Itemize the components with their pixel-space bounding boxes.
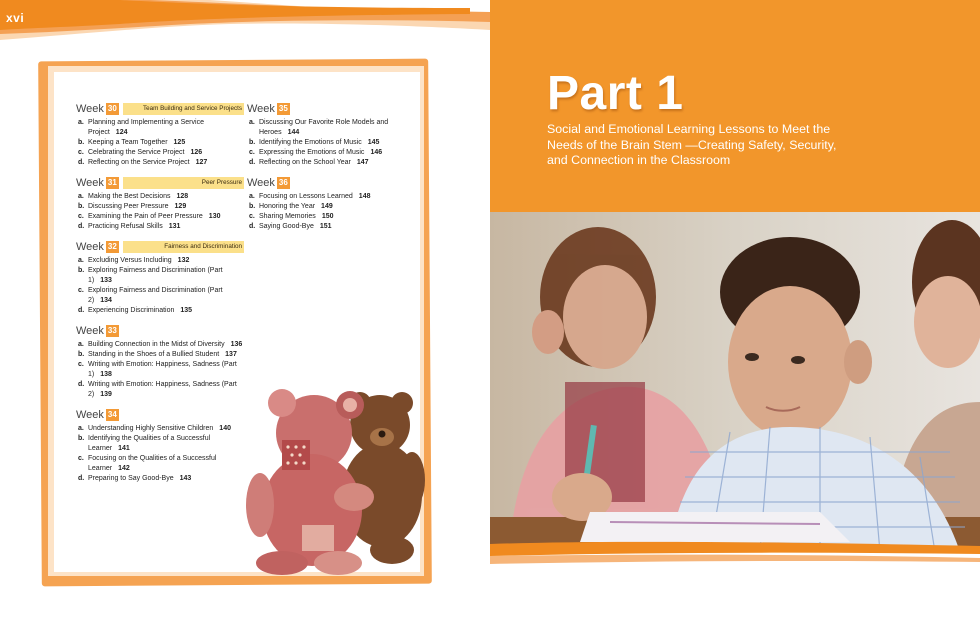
lesson-page-number: 136 bbox=[230, 341, 243, 348]
week-section bbox=[76, 239, 244, 316]
lesson-entry bbox=[76, 380, 244, 400]
week-label: Week bbox=[76, 408, 104, 421]
week-number-badge: 30 bbox=[107, 103, 117, 113]
lesson-entry bbox=[76, 350, 244, 360]
lesson-title-text: Practicing Refusal Skills bbox=[88, 223, 163, 230]
lesson-title bbox=[88, 424, 244, 434]
week-section bbox=[76, 101, 244, 168]
lesson-page-number: 150 bbox=[321, 213, 334, 220]
week-number-badge: 31 bbox=[107, 177, 117, 187]
lesson-entry bbox=[247, 222, 407, 232]
lesson-letter: c. bbox=[249, 213, 255, 220]
lesson-title-text: Building Connection in the Midst of Diversity bbox=[88, 341, 225, 348]
lesson-entry bbox=[247, 138, 407, 148]
lesson-letter: b. bbox=[249, 139, 256, 146]
lesson-title-text: Writing with Emotion: Happiness, Sadness (Part 1) bbox=[88, 361, 237, 378]
lesson-title bbox=[88, 474, 244, 484]
lesson-letter: a. bbox=[249, 119, 255, 126]
lesson-title-text: Reflecting on the Service Project bbox=[88, 159, 190, 166]
lesson-title bbox=[259, 118, 407, 138]
part-title: Part 1 bbox=[547, 67, 684, 120]
lesson-page-number: 135 bbox=[180, 307, 193, 314]
week-number-badge: 33 bbox=[107, 325, 117, 335]
lesson-entry bbox=[76, 256, 244, 266]
lesson-page-number: 149 bbox=[321, 203, 333, 210]
week-heading bbox=[76, 323, 244, 338]
lesson-entry bbox=[76, 424, 244, 434]
lesson-letter: a. bbox=[249, 193, 255, 200]
lesson-page-number: 126 bbox=[190, 149, 203, 156]
lesson-entry bbox=[76, 434, 244, 454]
week-number-badge: 35 bbox=[278, 103, 288, 113]
lesson-page-number: 133 bbox=[100, 277, 112, 284]
lesson-page-number: 144 bbox=[287, 129, 300, 136]
lesson-letter: b. bbox=[78, 203, 85, 210]
lesson-title bbox=[88, 360, 244, 380]
lesson-entry bbox=[76, 118, 244, 138]
part-subtitle: Social and Emotional Learning Lessons to Meet the Needs of the Brain Stem —Creating Safety, Security, and Connection in the Classroom bbox=[547, 122, 837, 167]
week-label: Week bbox=[76, 240, 104, 253]
week-section bbox=[247, 101, 407, 168]
classroom-photo bbox=[490, 212, 980, 552]
lesson-title-text: Preparing to Say Good-Bye bbox=[88, 475, 174, 482]
lesson-letter: d. bbox=[78, 223, 85, 230]
week-label: Week bbox=[76, 102, 104, 115]
lesson-page-number: 146 bbox=[370, 149, 383, 156]
week-heading bbox=[247, 175, 407, 190]
lesson-letter: b. bbox=[78, 351, 85, 358]
lesson-page-number: 147 bbox=[356, 159, 369, 166]
lesson-title-text: Focusing on Lessons Learned bbox=[259, 193, 353, 200]
week-section bbox=[76, 407, 244, 484]
lesson-title-text: Discussing Our Favorite Role Models and Heroes bbox=[259, 119, 389, 136]
lesson-title bbox=[259, 212, 407, 222]
lesson-title-text: Making the Best Decisions bbox=[88, 193, 171, 200]
lesson-entry bbox=[76, 158, 244, 168]
week-label: Week bbox=[247, 102, 275, 115]
lesson-page-number: 151 bbox=[319, 223, 332, 230]
week-label: Week bbox=[76, 324, 104, 337]
lesson-letter: d. bbox=[249, 159, 256, 166]
lesson-title bbox=[88, 138, 244, 148]
lesson-page-number: 128 bbox=[176, 193, 189, 200]
week-section bbox=[76, 175, 244, 232]
lesson-title bbox=[88, 266, 244, 286]
lesson-letter: b. bbox=[78, 139, 85, 146]
lesson-title bbox=[259, 192, 407, 202]
lesson-title-text: Writing with Emotion: Happiness, Sadness (Part 2) bbox=[88, 381, 237, 398]
week-heading bbox=[76, 175, 244, 190]
lesson-letter: b. bbox=[78, 435, 85, 442]
lesson-title-text: Focusing on the Qualities of a Successful Learner bbox=[88, 455, 217, 472]
teddy-bears-illustration bbox=[242, 385, 428, 575]
lesson-title-text: Exploring Fairness and Discrimination (Part 2) bbox=[88, 287, 223, 304]
lesson-title-text: Experiencing Discrimination bbox=[88, 307, 175, 314]
lesson-letter: d. bbox=[78, 475, 85, 482]
lesson-page-number: 129 bbox=[174, 203, 187, 210]
lesson-title bbox=[259, 148, 407, 158]
week-section bbox=[76, 323, 244, 400]
lesson-title bbox=[88, 158, 244, 168]
lesson-letter: c. bbox=[78, 361, 84, 368]
week-number-badge: 34 bbox=[107, 409, 117, 419]
lesson-title-text: Planning and Implementing a Service Project bbox=[88, 119, 204, 136]
lesson-page-number: 132 bbox=[177, 257, 190, 264]
pink-teddy-bear bbox=[246, 389, 374, 575]
lesson-entry bbox=[76, 340, 244, 350]
lesson-page-number: 127 bbox=[195, 159, 208, 166]
lesson-entry bbox=[247, 192, 407, 202]
lesson-title-text: Honoring the Year bbox=[259, 203, 316, 210]
lesson-title-text: Identifying the Qualities of a Successful Learner bbox=[88, 435, 211, 452]
lesson-page-number: 143 bbox=[179, 475, 192, 482]
lesson-letter: c. bbox=[78, 213, 84, 220]
week-heading bbox=[76, 407, 244, 422]
lesson-title bbox=[88, 380, 244, 400]
lesson-letter: a. bbox=[78, 341, 84, 348]
week-heading bbox=[247, 101, 407, 116]
lesson-title-text: Celebrating the Service Project bbox=[88, 149, 185, 156]
lesson-title bbox=[88, 340, 244, 350]
week-section bbox=[247, 175, 407, 232]
lesson-page-number: 145 bbox=[367, 139, 380, 146]
lesson-page-number: 131 bbox=[168, 223, 181, 230]
lesson-entry bbox=[76, 454, 244, 474]
lesson-entry bbox=[247, 202, 407, 212]
lesson-entry bbox=[76, 306, 244, 316]
lesson-title-text: Reflecting on the School Year bbox=[259, 159, 351, 166]
lesson-title-text: Understanding Highly Sensitive Children bbox=[88, 425, 214, 432]
lesson-title-text: Standing in the Shoes of a Bullied Student bbox=[88, 351, 220, 358]
lesson-title bbox=[259, 158, 407, 168]
lesson-page-number: 140 bbox=[219, 425, 231, 432]
right-page bbox=[490, 0, 980, 627]
lesson-title-text: Examining the Pain of Peer Pressure bbox=[88, 213, 203, 220]
lesson-title bbox=[88, 306, 244, 316]
lesson-letter: a. bbox=[78, 425, 84, 432]
lesson-entry bbox=[247, 118, 407, 138]
lesson-letter: d. bbox=[78, 307, 85, 314]
lesson-page-number: 134 bbox=[100, 297, 112, 304]
lesson-letter: c. bbox=[78, 455, 84, 462]
lesson-entry bbox=[247, 158, 407, 168]
week-number-badge: 32 bbox=[107, 241, 117, 251]
lesson-page-number: 138 bbox=[100, 371, 112, 378]
week-number-badge: 36 bbox=[278, 177, 288, 187]
lesson-entry bbox=[76, 360, 244, 380]
lesson-page-number: 124 bbox=[115, 129, 128, 136]
lesson-title bbox=[88, 454, 244, 474]
lesson-title bbox=[88, 286, 244, 306]
lesson-entry bbox=[76, 222, 244, 232]
lesson-title bbox=[259, 202, 407, 212]
lesson-entry bbox=[76, 138, 244, 148]
toc-column-left bbox=[76, 101, 244, 491]
lesson-letter: a. bbox=[78, 119, 84, 126]
lesson-page-number: 130 bbox=[208, 213, 221, 220]
week-heading bbox=[76, 239, 244, 254]
lesson-letter: a. bbox=[78, 193, 84, 200]
lesson-page-number: 142 bbox=[118, 465, 130, 472]
week-topic-label: Team Building and Service Projects bbox=[123, 103, 244, 115]
lesson-letter: a. bbox=[78, 257, 84, 264]
toc-column-right bbox=[247, 101, 407, 239]
page-number: xvi bbox=[6, 11, 25, 25]
lesson-letter: d. bbox=[78, 159, 85, 166]
lesson-title bbox=[259, 222, 407, 232]
lesson-title bbox=[88, 148, 244, 158]
week-topic-label: Peer Pressure bbox=[123, 177, 244, 189]
lesson-entry bbox=[76, 286, 244, 306]
lesson-title bbox=[88, 256, 244, 266]
lesson-letter: d. bbox=[78, 381, 85, 388]
lesson-page-number: 141 bbox=[118, 445, 130, 452]
lesson-title bbox=[88, 212, 244, 222]
lesson-letter: d. bbox=[249, 223, 256, 230]
lesson-letter: b. bbox=[78, 267, 85, 274]
lesson-title bbox=[259, 138, 407, 148]
lesson-title bbox=[88, 350, 244, 360]
lesson-title bbox=[88, 202, 244, 212]
top-brush-band bbox=[0, 0, 490, 48]
lesson-entry bbox=[76, 192, 244, 202]
bottom-brush-stroke bbox=[490, 540, 980, 570]
lesson-page-number: 125 bbox=[173, 139, 186, 146]
lesson-entry bbox=[247, 212, 407, 222]
week-label: Week bbox=[76, 176, 104, 189]
lesson-title-text: Expressing the Emotions of Music bbox=[259, 149, 365, 156]
lesson-page-number: 148 bbox=[358, 193, 371, 200]
lesson-page-number: 139 bbox=[100, 391, 112, 398]
lesson-entry bbox=[76, 202, 244, 212]
lesson-title-text: Saying Good-Bye bbox=[259, 223, 314, 230]
lesson-entry bbox=[76, 148, 244, 158]
lesson-title bbox=[88, 192, 244, 202]
lesson-title bbox=[88, 222, 244, 232]
lesson-title-text: Identifying the Emotions of Music bbox=[259, 139, 362, 146]
lesson-title-text: Discussing Peer Pressure bbox=[88, 203, 169, 210]
week-heading bbox=[76, 101, 244, 116]
lesson-title bbox=[88, 118, 244, 138]
lesson-title-text: Sharing Memories bbox=[259, 213, 316, 220]
lesson-title-text: Exploring Fairness and Discrimination (Part 1) bbox=[88, 267, 223, 284]
lesson-page-number: 137 bbox=[225, 351, 237, 358]
lesson-entry bbox=[76, 474, 244, 484]
lesson-letter: c. bbox=[78, 149, 84, 156]
lesson-entry bbox=[76, 212, 244, 222]
lesson-letter: c. bbox=[249, 149, 255, 156]
lesson-title-text: Keeping a Team Together bbox=[88, 139, 168, 146]
lesson-entry bbox=[76, 266, 244, 286]
week-topic-label: Fairness and Discrimination bbox=[123, 241, 244, 253]
lesson-letter: b. bbox=[249, 203, 256, 210]
lesson-title bbox=[88, 434, 244, 454]
week-label: Week bbox=[247, 176, 275, 189]
lesson-letter: c. bbox=[78, 287, 84, 294]
lesson-title-text: Excluding Versus Including bbox=[88, 257, 172, 264]
lesson-entry bbox=[247, 148, 407, 158]
